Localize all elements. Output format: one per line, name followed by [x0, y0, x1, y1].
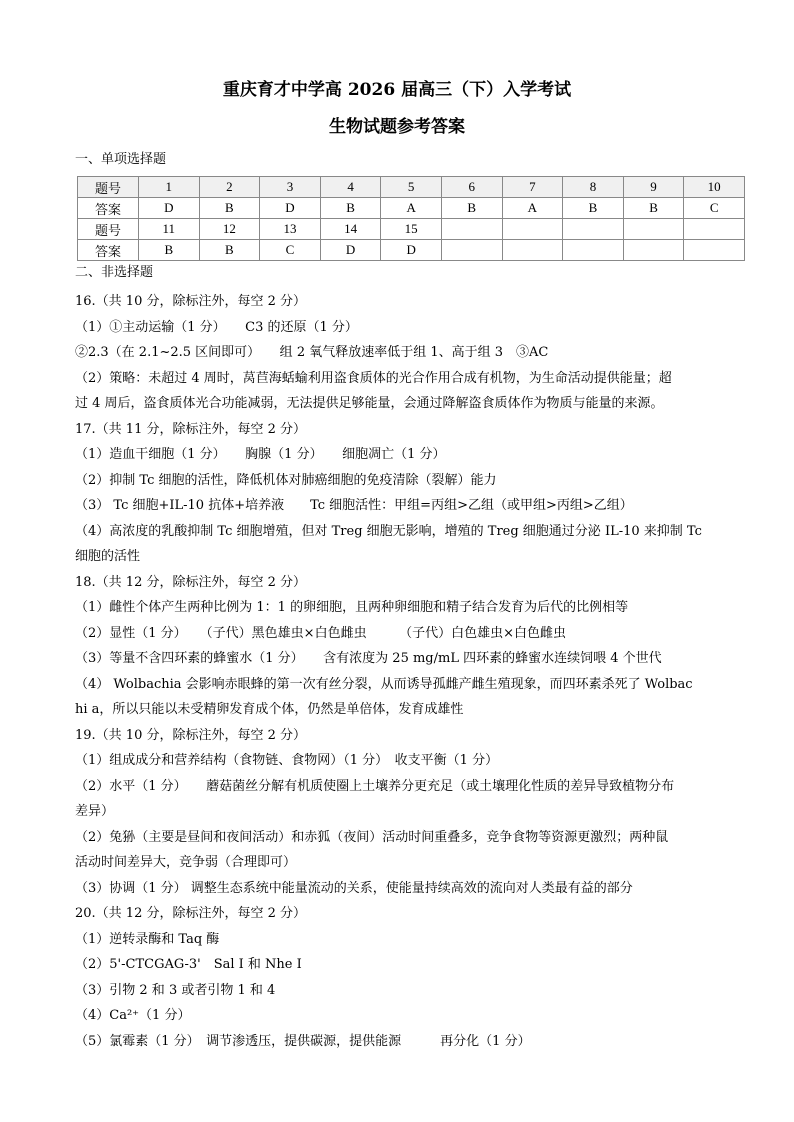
table-row [78, 177, 745, 198]
answer-lines [75, 289, 725, 1054]
answer-line: 细胞的活性 [75, 549, 141, 564]
table-cell: 10 [684, 177, 745, 198]
page-subtitle: 生物试题参考答案 [329, 117, 465, 137]
table-cell: B [563, 198, 624, 219]
table-cell [441, 219, 502, 240]
table-cell: 1 [139, 177, 200, 198]
table-cell: D [320, 240, 381, 261]
answer-line: 19.（共 10 分，除标注外，每空 2 分） [75, 727, 307, 743]
answer-line: （4）高浓度的乳酸抑制 Tc 细胞增殖，但对 Treg 细胞无影响，增殖的 Treg 细胞通过分泌 IL-10 来抑制 Tc [75, 523, 702, 539]
table-cell: D [139, 198, 200, 219]
table-cell: C [684, 198, 745, 219]
table-cell: 7 [502, 177, 563, 198]
table-cell: B [199, 198, 260, 219]
table-cell: 12 [199, 219, 260, 240]
table-cell: 3 [260, 177, 321, 198]
table-cell [623, 219, 684, 240]
table-cell [684, 219, 745, 240]
answer-line: （3）等量不含四环素的蜂蜜水（1 分） 含有浓度为 25 mg/mL 四环素的蜂蜜水连续饲喂 4 个世代 [75, 651, 662, 666]
table-cell [563, 219, 624, 240]
row-label: 答案 [78, 240, 139, 261]
row-label: 答案 [78, 198, 139, 219]
row-label: 题号 [78, 219, 139, 240]
answer-line: 差异） [75, 804, 115, 819]
table-cell: 6 [441, 177, 502, 198]
answer-line: 17.（共 11 分，除标注外，每空 2 分） [75, 421, 307, 437]
answer-line: 活动时间差异大，竞争弱（合理即可） [75, 855, 297, 870]
table-cell [502, 240, 563, 261]
page-title: 重庆育才中学高 2026 届高三（下）入学考试 [222, 80, 572, 100]
answer-line: （2）兔狲（主要是昼间和夜间活动）和赤狐（夜间）活动时间重叠多，竞争食物等资源更激烈；两种鼠 [75, 829, 669, 845]
answer-line: 20.（共 12 分，除标注外，每空 2 分） [75, 906, 307, 921]
answer-line: （2）水平（1 分） 蘑菇菌丝分解有机质使圈上土壤养分更充足（或土壤理化性质的差异导致植物分布 [75, 778, 675, 794]
table-cell: D [381, 240, 442, 261]
table-cell: 4 [320, 177, 381, 198]
answer-line: （1）组成成分和营养结构（食物链、食物网）（1 分） 收支平衡（1 分） [75, 753, 499, 768]
answer-line: （3） Tc 细胞+IL-10 抗体+培养液 Tc 细胞活性：甲组=丙组>乙组（或甲组>丙组>乙组） [75, 498, 633, 513]
answer-line: （3）协调（1 分） 调整生态系统中能量流动的关系，使能量持续高效的流向对人类最有益的部分 [75, 880, 633, 896]
table-cell: 5 [381, 177, 442, 198]
answer-line: 18.（共 12 分，除标注外，每空 2 分） [75, 574, 307, 590]
answer-line: hi a，所以只能以未受精卵发育成个体，仍然是单倍体，发育成雄性 [75, 702, 464, 717]
table-row [78, 219, 745, 240]
answer-line: ②2.3（在 2.1~2.5 区间即可） 组 2 氧气释放速率低于组 1、高于组 3 ③AC [75, 345, 549, 360]
answer-line: （1）①主动运输（1 分） C3 的还原（1 分） [75, 319, 358, 335]
table-cell: 9 [623, 177, 684, 198]
table-cell: C [260, 240, 321, 261]
table-cell [441, 240, 502, 261]
table-cell: 14 [320, 219, 381, 240]
table-cell: B [623, 198, 684, 219]
row-label: 题号 [78, 177, 139, 198]
answer-line: （4）Ca²⁺（1 分） [75, 1008, 191, 1023]
answer-line: 过 4 周后，盗食质体光合功能减弱，无法提供足够能量，会通过降解盗食质体作为物质与能量的来源。 [75, 396, 664, 411]
answer-line: （2）抑制 Tc 细胞的活性，降低机体对肺癌细胞的免疫清除（裂解）能力 [75, 472, 497, 488]
table-cell [502, 219, 563, 240]
answer-line: （3）引物 2 和 3 或者引物 1 和 4 [75, 982, 276, 998]
table-cell [684, 240, 745, 261]
answer-line: （1）造血干细胞（1 分） 胸腺（1 分） 细胞凋亡（1 分） [75, 447, 446, 462]
answer-line: 16.（共 10 分，除标注外，每空 2 分） [75, 294, 307, 309]
table-row [78, 198, 745, 219]
table-cell: D [260, 198, 321, 219]
table-cell: 15 [381, 219, 442, 240]
table-cell: A [502, 198, 563, 219]
table-cell: 8 [563, 177, 624, 198]
section-heading-multiple-choice: 一、单项选择题 [75, 152, 167, 167]
table-cell: 2 [199, 177, 260, 198]
answer-line: （4） Wolbachia 会影响赤眼蜂的第一次有丝分裂，从而诱导孤雌产雌生殖现象，而四环素杀死了 Wolbac [75, 676, 693, 692]
table-cell [623, 240, 684, 261]
answer-line: （1）雌性个体产生两种比例为 1：1 的卵细胞，且两种卵细胞和精子结合发育为后代的比例相等 [75, 600, 629, 615]
answer-line: （2）策略：未超过 4 周时，莴苣海蛞蝓利用盗食质体的光合作用合成有机物，为生命活动提供能量；超 [75, 370, 672, 386]
table-cell: B [441, 198, 502, 219]
section-heading-non-choice: 二、非选择题 [75, 265, 154, 280]
table-cell: B [320, 198, 381, 219]
table-cell: 11 [139, 219, 200, 240]
answer-line: （2）显性（1 分） （子代）黑色雄虫×白色雌虫 （子代）白色雄虫×白色雌虫 [75, 625, 566, 641]
table-cell: A [381, 198, 442, 219]
table-cell: B [139, 240, 200, 261]
table-cell: 13 [260, 219, 321, 240]
answer-line: （2）5'-CTCGAG-3' Sal I 和 Nhe I [75, 957, 302, 972]
answer-table [77, 176, 745, 261]
table-cell: B [199, 240, 260, 261]
answer-line: （5）氯霉素（1 分） 调节渗透压，提供碳源，提供能源 再分化（1 分） [75, 1033, 531, 1049]
table-row [78, 240, 745, 261]
table-cell [563, 240, 624, 261]
answer-line: （1）逆转录酶和 Taq 酶 [75, 931, 220, 947]
